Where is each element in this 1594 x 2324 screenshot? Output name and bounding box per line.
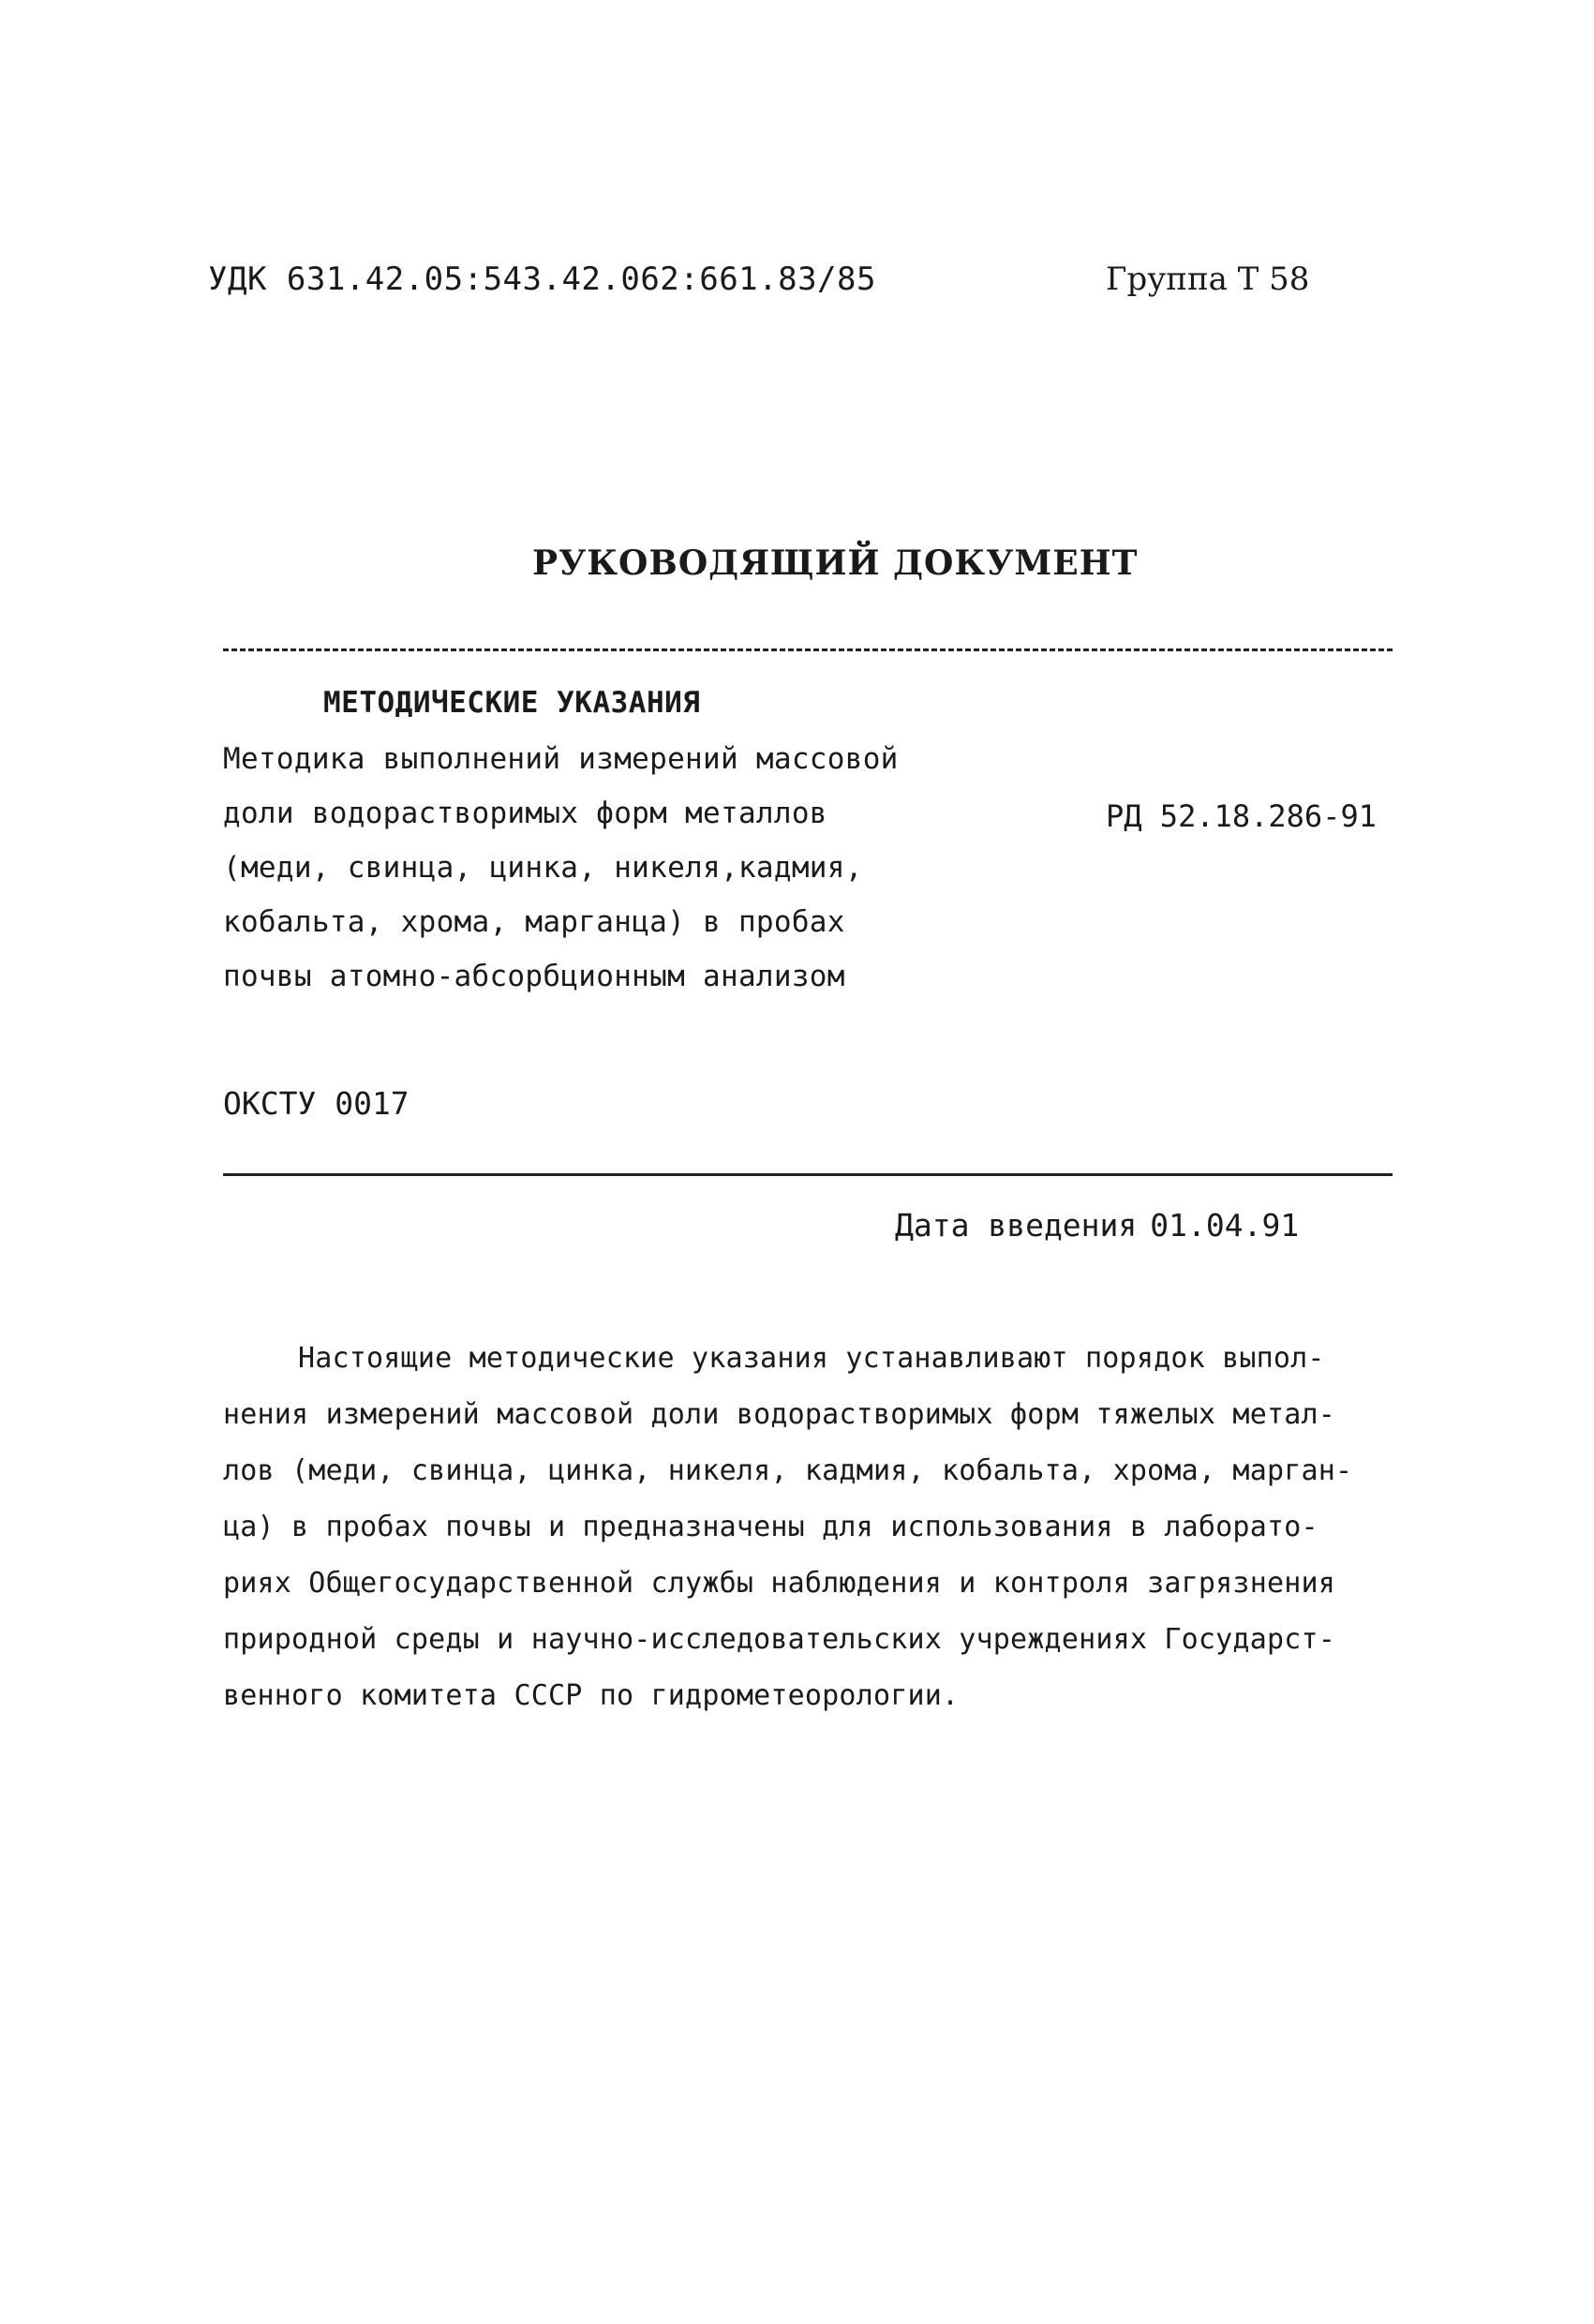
body-line: лов (меди, свинца, цинка, никеля, кадмия, кобальта, хрома, марган- (223, 1454, 1353, 1487)
introduction-date (895, 1207, 1299, 1244)
rd-document-code: РД 52.18.286-91 (1106, 798, 1377, 834)
method-line: Методика выполнений измерений массовой (223, 742, 899, 776)
method-title: МЕТОДИЧЕСКИЕ УКАЗАНИЯ (323, 686, 701, 720)
intro-date-value: 01.04.91 (1150, 1207, 1300, 1244)
group-code: Группа Т 58 (1106, 261, 1310, 298)
intro-date-label: Дата введения (895, 1207, 1138, 1244)
body-line: венного комитета СССР по гидрометеорологии. (223, 1679, 960, 1712)
body-line: риях Общегосударственной службы наблюдения и контроля загрязнения (223, 1567, 1335, 1600)
body-line: ца) в пробах почвы и предназначены для использования в лаборато- (223, 1511, 1318, 1543)
method-line: кобальта, хрома, марганца) в пробах (223, 905, 845, 939)
body-line: нения измерений массовой доли водорастворимых форм тяжелых метал- (223, 1398, 1335, 1431)
document-type-heading: РУКОВОДЯЩИЙ ДОКУМЕНТ (532, 544, 1139, 583)
body-line: природной среды и научно-исследовательских учреждениях Государст- (223, 1623, 1335, 1656)
okstu-code: ОКСТУ 0017 (223, 1085, 410, 1122)
method-line: почвы атомно-абсорбционным анализом (223, 960, 845, 993)
top-divider (223, 648, 1393, 651)
body-line: Настоящие методические указания устанавливают порядок выпол- (298, 1342, 1325, 1375)
method-description (223, 742, 899, 1014)
bottom-divider (223, 1173, 1393, 1176)
udk-code: УДК 631.42.05:543.42.062:661.83/85 (208, 261, 876, 298)
method-line: (меди, свинца, цинка, никеля,кадмия, (223, 851, 863, 885)
body-paragraph (223, 1342, 1352, 1736)
method-line: доли водорастворимых форм металлов (223, 797, 827, 830)
